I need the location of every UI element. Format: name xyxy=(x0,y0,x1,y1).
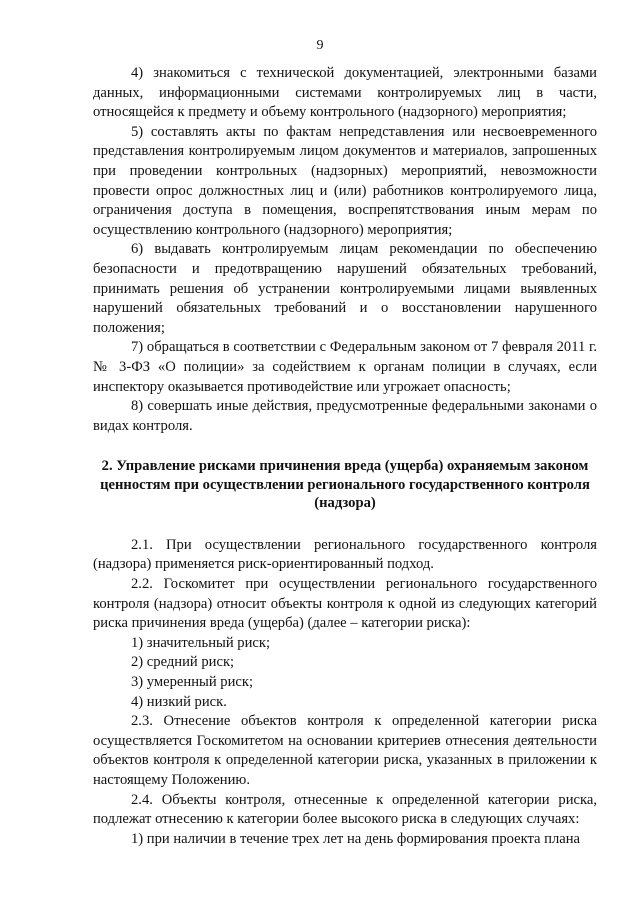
section-heading: 2. Управление рисками причинения вреда (ущерба) охраняемым законом ценностям при осуществлении регионального государственного контроля (надзора) xyxy=(100,458,590,512)
risk-category-significant: 1) значительный риск; xyxy=(131,634,271,651)
risk-category-moderate: 3) умеренный риск; xyxy=(131,673,254,690)
risk-category-low: 4) низкий риск. xyxy=(131,693,227,710)
paragraph-item-4: 4) знакомиться с технической документацией, электронными базами данных, информационными системами контролируемых лиц в части, относящейся к предмету и объему контрольного (надзорного) мероприятия; xyxy=(93,65,597,121)
paragraph-item-7: 7) обращаться в соответствии с Федеральным законом от 7 февраля 2011 г. № 3-ФЗ «О полиции» за содействием к органам полиции в случаях, если инспектору оказывается противодействие или угрожает опасность; xyxy=(93,339,597,395)
document-body xyxy=(93,64,597,849)
paragraph-2-4-item-1: 1) при наличии в течение трех лет на день формирования проекта плана xyxy=(131,830,581,847)
paragraph-item-6: 6) выдавать контролируемым лицам рекомендации по обеспечению безопасности и предотвращению нарушений обязательных требований, принимать решения об устранении контролируемыми лицами выявленных нарушений обязательных требований и о восстановлении нарушенного положения; xyxy=(93,241,597,336)
paragraph-item-5: 5) составлять акты по фактам непредставления или несвоевременного представления контролируемым лицом документов и материалов, запрошенных при проведении контрольных (надзорных) мероприятий, невозможности провести опрос должностных лиц и (или) работников контролируемого лица, ограничения доступа в помещения, воспрепятствования иным мерам по осуществлению контрольного (надзорного) мероприятия; xyxy=(93,123,597,238)
paragraph-item-8: 8) совершать иные действия, предусмотренные федеральными законами о видах контроля. xyxy=(93,398,597,434)
paragraph-2-2: 2.2. Госкомитет при осуществлении регионального государственного контроля (надзора) относит объекты контроля к одной из следующих категорий риска причинения вреда (ущерба) (далее – категории риска): xyxy=(93,575,597,632)
paragraph-2-3: 2.3. Отнесение объектов контроля к определенной категории риска осуществляется Госкомитетом на основании критериев отнесения деятельности объектов контроля к определенной категории риска, указанных в приложении к настоящему Положению. xyxy=(93,713,597,788)
page-number: 9 xyxy=(316,38,324,53)
paragraph-2-1: 2.1. При осуществлении регионального государственного контроля (надзора) применяется риск-ориентированный подход. xyxy=(93,536,597,573)
paragraph-2-4: 2.4. Объекты контроля, отнесенные к определенной категории риска, подлежат отнесению к категории более высокого риска в следующих случаях: xyxy=(93,791,597,828)
risk-category-medium: 2) средний риск; xyxy=(131,654,235,671)
